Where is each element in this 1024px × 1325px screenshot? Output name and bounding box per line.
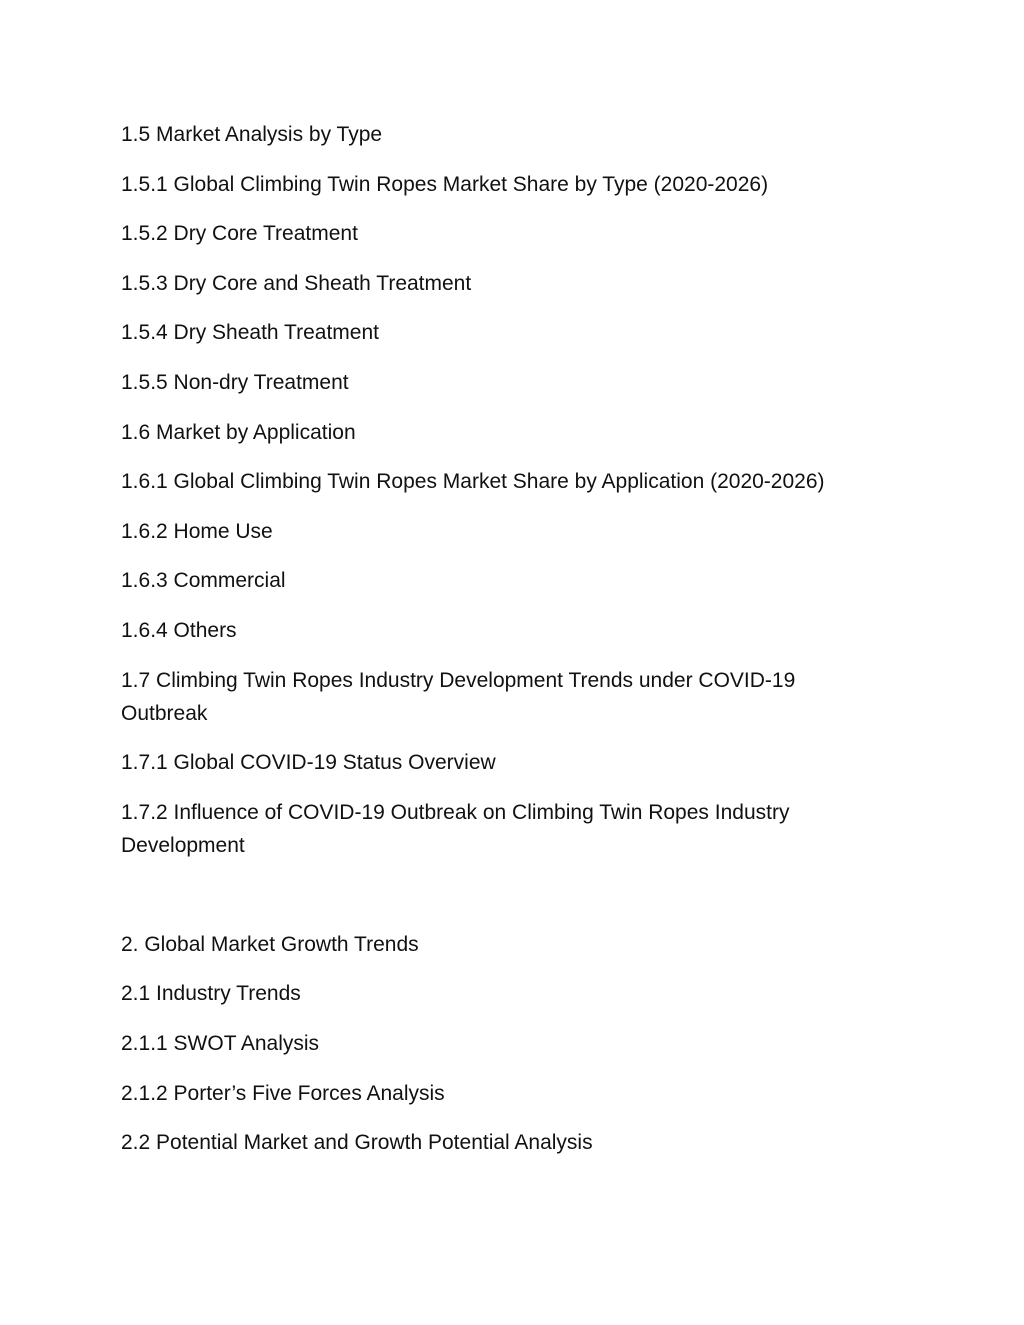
toc-item: 2.1.2 Porter’s Five Forces Analysis: [121, 1081, 445, 1105]
toc-item: 1.7.2 Influence of COVID-19 Outbreak on Climbing Twin Ropes Industry Development: [121, 800, 790, 857]
toc-item: 1.5.4 Dry Sheath Treatment: [121, 321, 379, 345]
toc-item: 1.6.1 Global Climbing Twin Ropes Market Share by Application (2020-2026): [121, 470, 825, 494]
toc-item: 1.6.2 Home Use: [121, 519, 273, 543]
toc-item: 1.5.1 Global Climbing Twin Ropes Market Share by Type (2020-2026): [121, 172, 769, 196]
toc-item: 1.5.5 Non-dry Treatment: [121, 370, 349, 394]
toc-item: 1.6.4 Others: [121, 618, 237, 642]
toc-item: 1.5.2 Dry Core Treatment: [121, 222, 358, 246]
toc-item: 2. Global Market Growth Trends: [121, 932, 419, 956]
toc-item: 1.7.1 Global COVID-19 Status Overview: [121, 751, 496, 775]
toc-item: 1.7 Climbing Twin Ropes Industry Development Trends under COVID-19 Outbreak: [121, 668, 796, 725]
toc-item: 1.6.3 Commercial: [121, 569, 286, 593]
toc-item: 2.1 Industry Trends: [121, 982, 301, 1006]
toc-item: 1.5.3 Dry Core and Sheath Treatment: [121, 271, 472, 295]
toc-item: 1.5 Market Analysis by Type: [121, 123, 383, 146]
toc-item: 1.6 Market by Application: [121, 420, 356, 444]
table-of-contents: [121, 118, 851, 1176]
toc-item: 2.2 Potential Market and Growth Potential Analysis: [121, 1131, 593, 1155]
toc-item: 2.1.1 SWOT Analysis: [121, 1031, 320, 1055]
